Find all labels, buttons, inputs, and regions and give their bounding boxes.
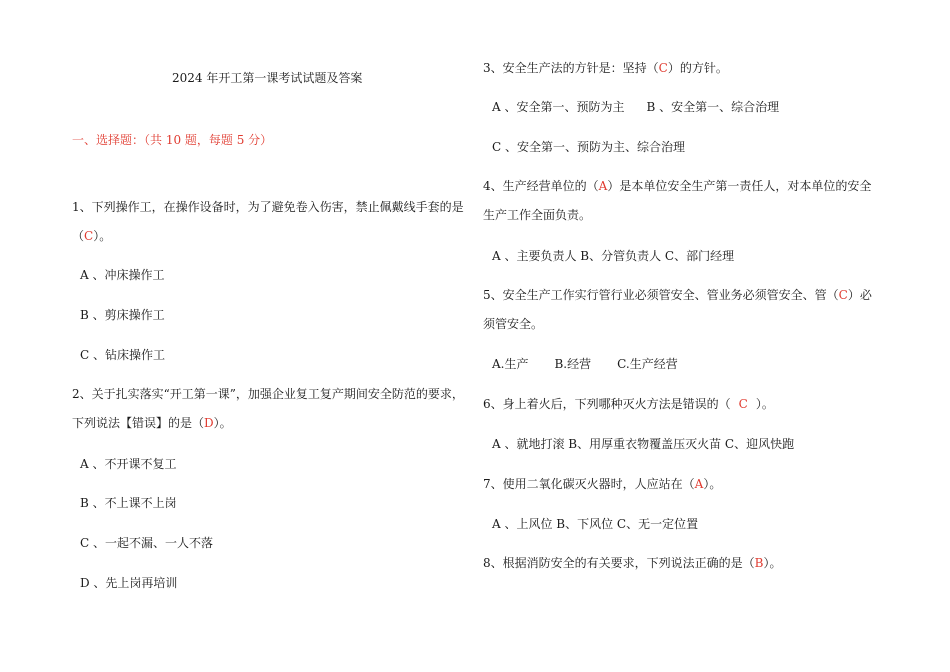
question-6-options: A 、就地打滚 B、用厚重衣物覆盖压灭火苗 C、迎风快跑 bbox=[492, 437, 795, 451]
question-3-option-a: A 、安全第一、预防为主 bbox=[492, 100, 625, 114]
question-2-option-c: C 、一起不漏、一人不落 bbox=[80, 536, 213, 550]
question-1-answer-line bbox=[72, 228, 111, 244]
question-5-text-line2: 须管安全。 bbox=[483, 317, 544, 331]
question-1-option-c: C 、钻床操作工 bbox=[80, 348, 165, 362]
question-2-option-a: A 、不开课不复工 bbox=[80, 457, 177, 471]
question-3-option-c: C 、安全第一、预防为主、综合治理 bbox=[492, 140, 685, 154]
question-2-option-d: D 、先上岗再培训 bbox=[80, 576, 178, 590]
answer-value: C bbox=[738, 397, 748, 411]
question-7-options: A 、上风位 B、下风位 C、无一定位置 bbox=[492, 517, 699, 531]
question-4-text bbox=[483, 178, 871, 194]
question-3-text bbox=[483, 60, 728, 76]
answer-bracket-close: ）。 bbox=[213, 416, 232, 430]
question-3-option-b: B 、安全第一、综合治理 bbox=[646, 100, 780, 114]
answer-prefix: 下列说法【错误】的是（ bbox=[72, 416, 205, 430]
answer-bracket-close: ）。 bbox=[93, 229, 112, 243]
question-suffix: ）的方针。 bbox=[667, 61, 728, 75]
question-2-text: 2、关于扎实落实“开工第一课”，加强企业复工复产期间安全防范的要求， bbox=[72, 387, 464, 401]
question-2-option-b: B 、不上课不上岗 bbox=[80, 496, 177, 510]
question-5-option-c: C.生产经营 bbox=[617, 357, 678, 371]
question-4-options: A 、主要负责人 B、分管负责人 C、部门经理 bbox=[492, 249, 735, 263]
answer-value: C bbox=[84, 229, 94, 243]
question-5-option-b: B.经营 bbox=[554, 357, 592, 371]
question-4-text-line2: 生产工作全面负责。 bbox=[483, 208, 592, 222]
question-7-text bbox=[483, 476, 721, 492]
section-heading: 一、选择题：（共 10 题，每题 5 分） bbox=[72, 133, 273, 147]
question-prefix: 7、使用二氧化碳灭火器时，人应站在（ bbox=[483, 477, 695, 491]
question-1-option-b: B 、剪床操作工 bbox=[80, 308, 165, 322]
question-5-option-a: A.生产 bbox=[492, 357, 529, 371]
question-suffix: ）。 bbox=[755, 397, 774, 411]
question-prefix: 3、安全生产法的方针是：坚持（ bbox=[483, 61, 659, 75]
question-1-option-a: A 、冲床操作工 bbox=[80, 268, 165, 282]
answer-value: D bbox=[204, 416, 214, 430]
question-6-text bbox=[483, 396, 774, 412]
page-title: 2024 年开工第一课考试试题及答案 bbox=[172, 71, 363, 85]
question-prefix: 6、身上着火后，下列哪种灭火方法是错误的（ bbox=[483, 397, 731, 411]
question-2-answer-line bbox=[72, 415, 232, 431]
answer-value: A bbox=[694, 477, 704, 491]
answer-bracket-open: （ bbox=[72, 229, 85, 243]
question-suffix: ）。 bbox=[703, 477, 722, 491]
question-suffix: ）。 bbox=[763, 556, 782, 570]
question-3-options-line1 bbox=[492, 99, 779, 115]
answer-value: A bbox=[598, 179, 608, 193]
answer-value: C bbox=[838, 288, 848, 302]
question-1-text: 1、下列操作工，在操作设备时，为了避免卷入伤害，禁止佩戴线手套的是 bbox=[72, 200, 464, 214]
question-5-text bbox=[483, 287, 872, 303]
answer-value: C bbox=[658, 61, 668, 75]
question-8-text bbox=[483, 555, 781, 571]
question-prefix: 8、根据消防安全的有关要求，下列说法正确的是（ bbox=[483, 556, 755, 570]
question-prefix: 5、安全生产工作实行管行业必须管安全、管业务必须管安全、管（ bbox=[483, 288, 839, 302]
question-5-options bbox=[492, 356, 678, 372]
question-suffix: ）是本单位安全生产第一责任人，对本单位的安全 bbox=[607, 179, 872, 193]
answer-value: B bbox=[754, 556, 764, 570]
question-suffix: ）必 bbox=[847, 288, 872, 302]
question-prefix: 4、生产经营单位的（ bbox=[483, 179, 599, 193]
